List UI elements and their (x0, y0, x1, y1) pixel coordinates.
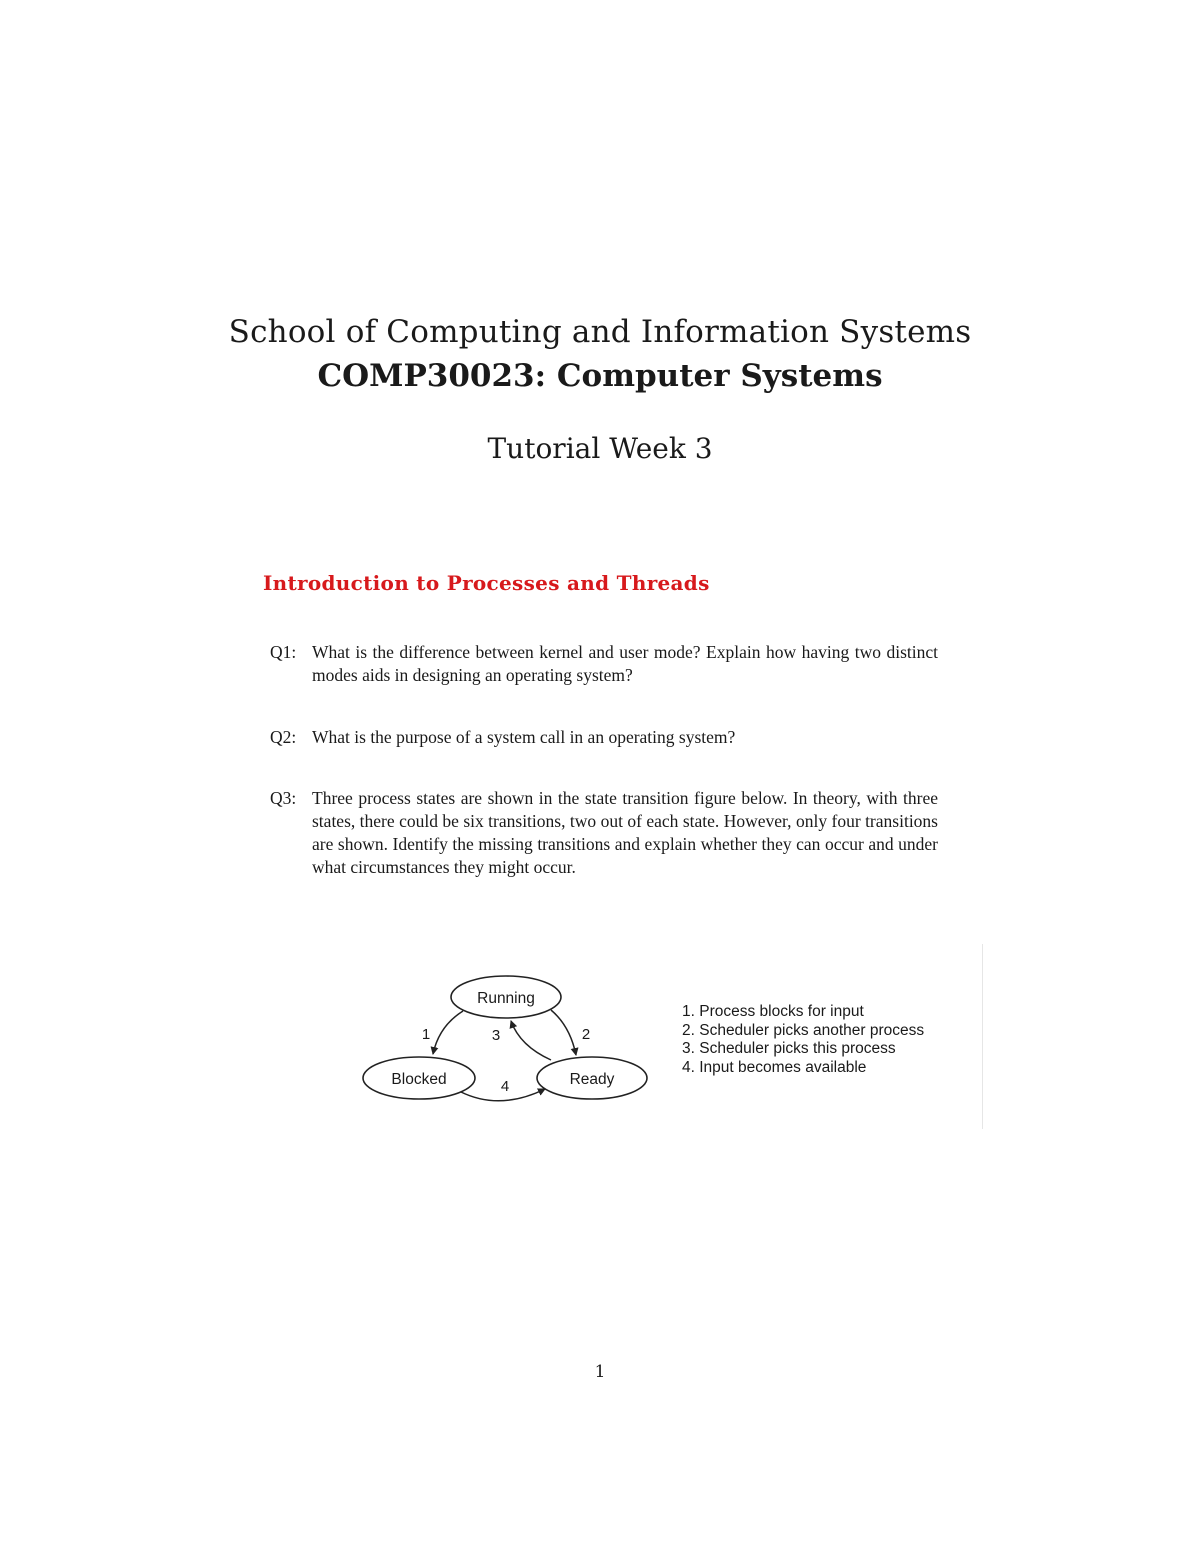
question-1-text: What is the difference between kernel and user mode? Explain how having two distinct modes aids in designing an operating system? (312, 642, 938, 685)
ready-state (537, 1057, 647, 1099)
question-3-label: Q3: (270, 788, 297, 808)
question-3-text: Three process states are shown in the state transition figure below. In theory, with three states, there could be six transitions, two out of each state. However, only four transitions are shown. Identify the missing transitions and explain whether they can occur and under what circumstances they might occur. (312, 788, 938, 877)
transition-1-arrow (433, 1011, 463, 1054)
question-2-text: What is the purpose of a system call in an operating system? (312, 727, 736, 747)
transition-1-label: 1 (421, 1026, 431, 1043)
transition-2-arrow (551, 1010, 576, 1055)
state-transition-diagram (355, 966, 655, 1106)
figure-edge-line (982, 944, 983, 1129)
legend-item: 3. Scheduler picks this process (682, 1040, 896, 1057)
course-title: COMP30023: Computer Systems (317, 358, 883, 394)
page-number: 1 (594, 1362, 606, 1382)
school-name: School of Computing and Information Systems (228, 314, 972, 350)
question-1 (270, 641, 938, 687)
tutorial-title: Tutorial Week 3 (487, 432, 713, 465)
question-2-label: Q2: (270, 727, 297, 747)
legend-item: 1. Process blocks for input (682, 1003, 864, 1020)
blocked-state (363, 1057, 475, 1099)
diagram-legend (682, 1003, 924, 1077)
transition-4-label: 4 (500, 1078, 510, 1095)
transition-3-arrow (511, 1021, 551, 1060)
question-1-label: Q1: (270, 642, 297, 662)
legend-item: 2. Scheduler picks another process (682, 1021, 925, 1039)
transition-2-label: 2 (581, 1026, 591, 1043)
question-3 (270, 787, 938, 879)
ready-label: Ready (569, 1071, 615, 1088)
legend-item: 4. Input becomes available (682, 1058, 867, 1076)
running-state (451, 976, 561, 1018)
section-heading: Introduction to Processes and Threads (263, 571, 710, 595)
question-2 (270, 726, 938, 749)
blocked-label: Blocked (391, 1071, 447, 1088)
running-label: Running (477, 990, 535, 1007)
transition-3-label: 3 (491, 1027, 501, 1044)
